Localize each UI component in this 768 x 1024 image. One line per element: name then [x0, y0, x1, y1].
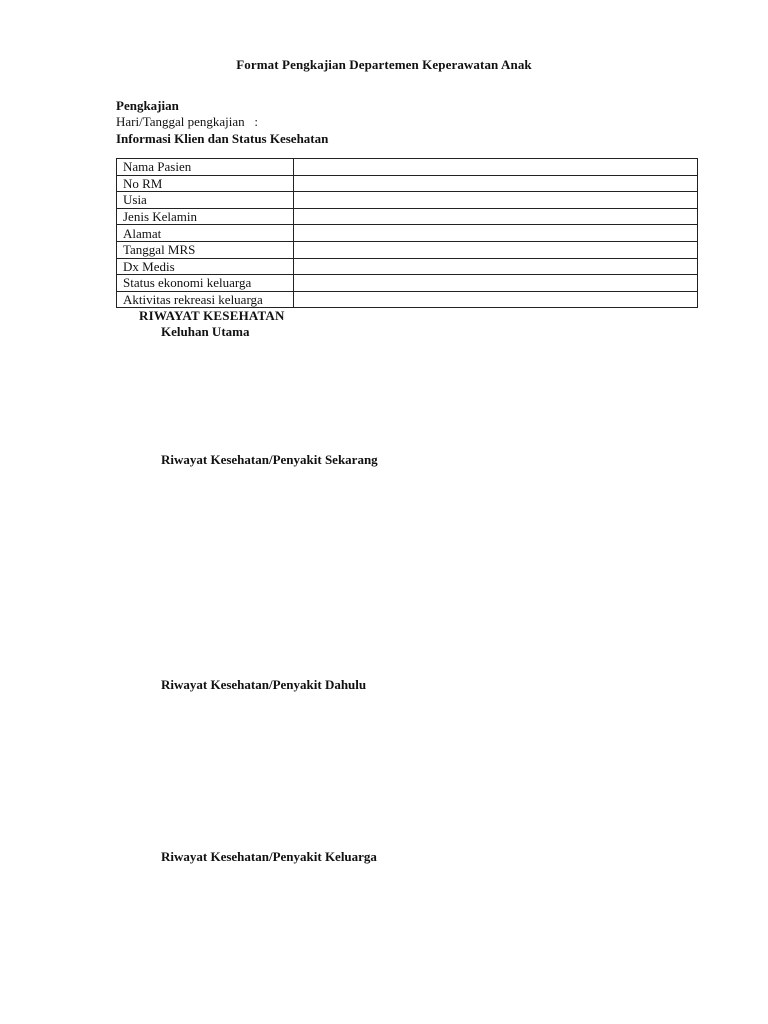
family-illness-heading: Riwayat Kesehatan/Penyakit Keluarga [161, 849, 377, 864]
table-cell-value [294, 192, 698, 209]
table-row [117, 241, 698, 258]
assessment-heading: Pengkajian [116, 98, 179, 113]
table-cell-label: Tanggal MRS [117, 241, 294, 258]
table-cell-label: Status ekonomi keluarga [117, 275, 294, 292]
table-row [117, 225, 698, 242]
past-illness-heading: Riwayat Kesehatan/Penyakit Dahulu [161, 677, 367, 692]
table-cell-value [294, 159, 698, 176]
table-row [117, 159, 698, 176]
table-row [117, 208, 698, 225]
client-info-heading: Informasi Klien dan Status Kesehatan [116, 131, 329, 146]
table-cell-value [294, 291, 698, 308]
table-row [117, 291, 698, 308]
table-cell-label: Dx Medis [117, 258, 294, 275]
table-cell-value [294, 225, 698, 242]
table-row [117, 275, 698, 292]
table-cell-value [294, 208, 698, 225]
table-cell-label: Jenis Kelamin [117, 208, 294, 225]
table-cell-value [294, 175, 698, 192]
main-complaint-heading: Keluhan Utama [161, 324, 250, 339]
table-cell-value [294, 258, 698, 275]
table-cell-label: Nama Pasien [117, 159, 294, 176]
table-cell-value [294, 241, 698, 258]
client-info-table [116, 158, 698, 308]
table-cell-label: Aktivitas rekreasi keluarga [117, 291, 294, 308]
table-row [117, 175, 698, 192]
table-cell-label: Usia [117, 192, 294, 209]
table-cell-label: No RM [117, 175, 294, 192]
document-title: Format Pengkajian Departemen Keperawatan Anak [236, 57, 532, 72]
table-cell-label: Alamat [117, 225, 294, 242]
table-row [117, 192, 698, 209]
health-history-heading: RIWAYAT KESEHATAN [139, 308, 285, 323]
current-illness-heading: Riwayat Kesehatan/Penyakit Sekarang [161, 452, 378, 467]
table-row [117, 258, 698, 275]
table-cell-value [294, 275, 698, 292]
assessment-date-line: Hari/Tanggal pengkajian : [116, 114, 259, 129]
